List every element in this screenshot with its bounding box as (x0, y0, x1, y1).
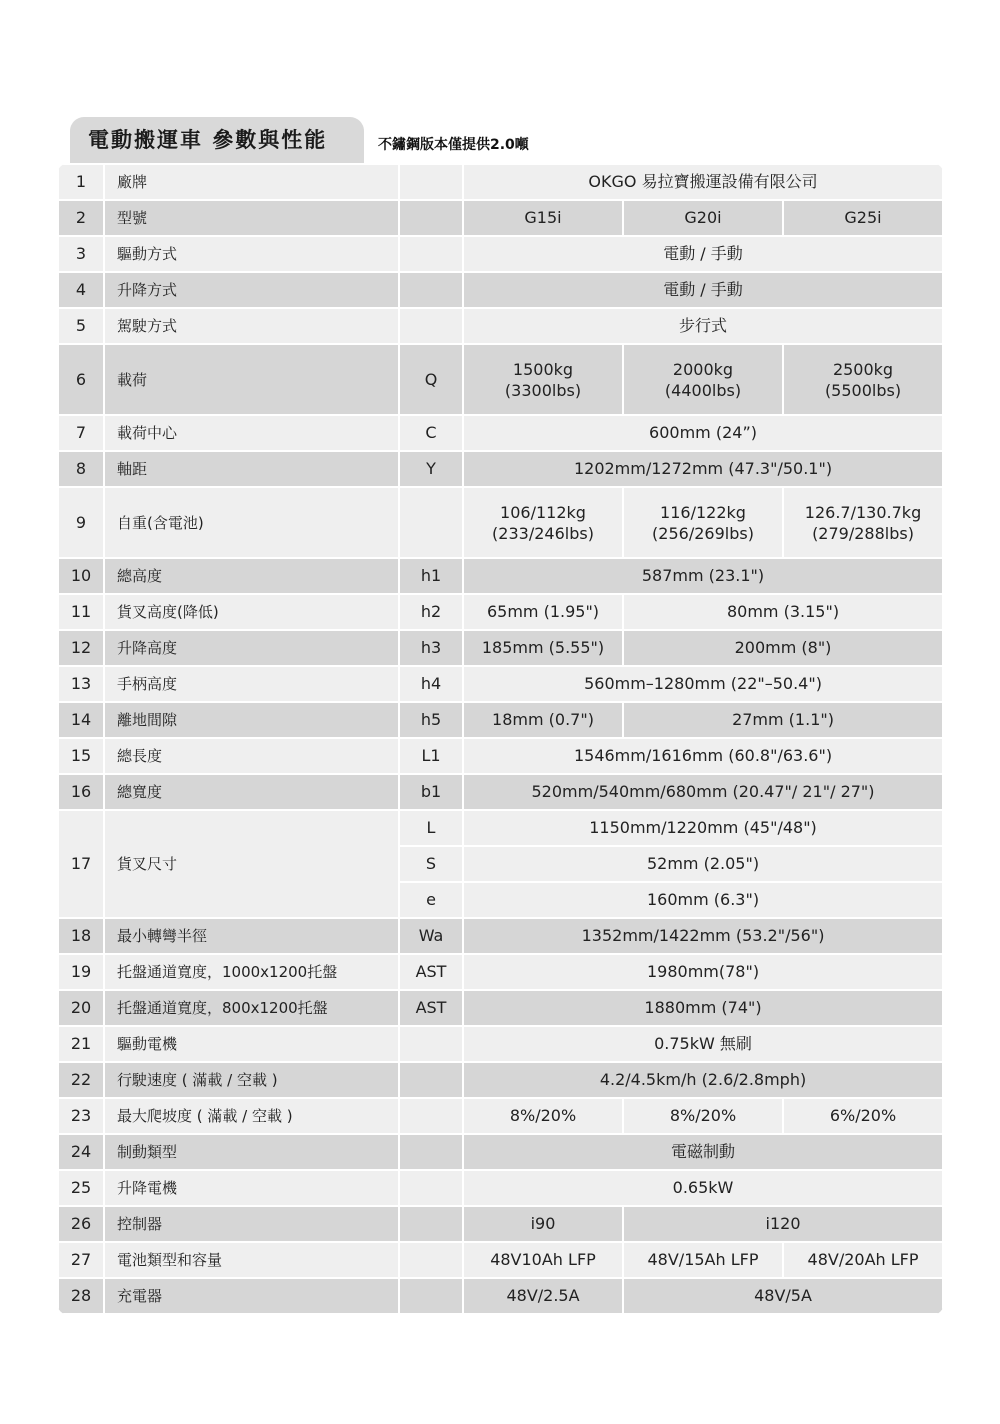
row-value-g20i: 48V/15Ah LFP (623, 1242, 783, 1278)
row-number: 27 (58, 1242, 104, 1278)
row-number: 22 (58, 1062, 104, 1098)
row-value: 520mm/540mm/680mm (20.47"/ 21"/ 27") (463, 774, 943, 810)
table-row (58, 272, 943, 308)
row-number: 13 (58, 666, 104, 702)
value-line: (3300lbs) (504, 380, 582, 400)
row-symbol: h5 (399, 702, 463, 738)
row-value-g15i: 48V10Ah LFP (463, 1242, 623, 1278)
row-value: 587mm (23.1") (463, 558, 943, 594)
row-label: 型號 (104, 200, 399, 236)
table-row (58, 236, 943, 272)
row-label: 制動類型 (104, 1134, 399, 1170)
row-number: 19 (58, 954, 104, 990)
row-symbol (399, 1062, 463, 1098)
row-number: 12 (58, 630, 104, 666)
row-symbol: e (399, 882, 463, 918)
row-symbol: AST (399, 954, 463, 990)
row-value: 電磁制動 (463, 1134, 943, 1170)
row-number: 9 (58, 487, 104, 558)
row-value: 600mm (24”) (463, 415, 943, 451)
row-value-g15i: i90 (463, 1206, 623, 1242)
row-label: 行駛速度 ( 滿載 / 空載 ) (104, 1062, 399, 1098)
row-symbol (399, 1026, 463, 1062)
row-symbol (399, 1170, 463, 1206)
table-row (58, 594, 943, 630)
row-number: 6 (58, 344, 104, 415)
row-value-g15i: 185mm (5.55") (463, 630, 623, 666)
row-number: 3 (58, 236, 104, 272)
row-symbol (399, 1206, 463, 1242)
row-label: 總長度 (104, 738, 399, 774)
row-label: 軸距 (104, 451, 399, 487)
row-number: 18 (58, 918, 104, 954)
row-symbol (399, 1098, 463, 1134)
table-row (58, 344, 943, 415)
row-number: 4 (58, 272, 104, 308)
row-label: 充電器 (104, 1278, 399, 1314)
row-number: 17 (58, 810, 104, 918)
row-value-g20i-g25i: i120 (623, 1206, 943, 1242)
row-symbol: Y (399, 451, 463, 487)
value-line: (4400lbs) (664, 380, 742, 400)
row-symbol (399, 487, 463, 558)
table-row (58, 1098, 943, 1134)
value-line: (279/288lbs) (812, 523, 914, 543)
row-label: 貨叉高度(降低) (104, 594, 399, 630)
row-value: 1880mm (74") (463, 990, 943, 1026)
row-symbol: L (399, 810, 463, 846)
row-value: 0.65kW (463, 1170, 943, 1206)
title-note: 不鏽鋼版本僅提供2.0噸 (378, 137, 529, 153)
row-number: 16 (58, 774, 104, 810)
table-row (58, 918, 943, 954)
row-label: 貨叉尺寸 (104, 810, 399, 918)
table-row (58, 666, 943, 702)
row-value-g25i (783, 344, 943, 415)
row-symbol (399, 1242, 463, 1278)
row-label: 總寬度 (104, 774, 399, 810)
row-symbol: Q (399, 344, 463, 415)
row-symbol: h2 (399, 594, 463, 630)
row-symbol: AST (399, 990, 463, 1026)
row-value-g25i: 6%/20% (783, 1098, 943, 1134)
row-number: 1 (58, 164, 104, 200)
value-line: 126.7/130.7kg (804, 502, 922, 522)
row-value-g15i: 18mm (0.7") (463, 702, 623, 738)
row-symbol (399, 1278, 463, 1314)
table-row (58, 774, 943, 810)
table-row (58, 990, 943, 1026)
row-value: 560mm–1280mm (22"–50.4") (463, 666, 943, 702)
row-value-g25i: G25i (783, 200, 943, 236)
row-value-g20i (623, 487, 783, 558)
table-row (58, 1134, 943, 1170)
table-row (58, 164, 943, 200)
row-label: 驅動電機 (104, 1026, 399, 1062)
table-row (58, 1062, 943, 1098)
row-symbol: Wa (399, 918, 463, 954)
row-value: 1150mm/1220mm (45"/48") (463, 810, 943, 846)
row-label: 托盤通道寬度，800x1200托盤 (104, 990, 399, 1026)
row-symbol (399, 1134, 463, 1170)
value-line: 116/122kg (660, 502, 746, 522)
row-value: 步行式 (463, 308, 943, 344)
row-number: 11 (58, 594, 104, 630)
row-value: OKGO 易拉寶搬運設備有限公司 (463, 164, 943, 200)
row-symbol (399, 236, 463, 272)
row-number: 15 (58, 738, 104, 774)
value-line: (233/246lbs) (492, 523, 594, 543)
row-value-g15i: 48V/2.5A (463, 1278, 623, 1314)
row-symbol: S (399, 846, 463, 882)
page-title: 電動搬運車 參數與性能 (70, 117, 364, 163)
table-row (58, 1170, 943, 1206)
row-value-g15i (463, 487, 623, 558)
row-number: 23 (58, 1098, 104, 1134)
table-row (58, 451, 943, 487)
row-number: 28 (58, 1278, 104, 1314)
row-label: 最大爬坡度 ( 滿載 / 空載 ) (104, 1098, 399, 1134)
table-row (58, 558, 943, 594)
row-label: 升降高度 (104, 630, 399, 666)
row-label: 離地間隙 (104, 702, 399, 738)
row-symbol: C (399, 415, 463, 451)
row-number: 14 (58, 702, 104, 738)
row-symbol (399, 308, 463, 344)
value-line: 2000kg (672, 359, 734, 379)
row-label: 手柄高度 (104, 666, 399, 702)
table-row (58, 487, 943, 558)
row-symbol (399, 200, 463, 236)
row-label: 升降方式 (104, 272, 399, 308)
row-value-g20i-g25i: 80mm (3.15") (623, 594, 943, 630)
row-value: 1546mm/1616mm (60.8"/63.6") (463, 738, 943, 774)
table-row (58, 954, 943, 990)
row-value-g20i: 8%/20% (623, 1098, 783, 1134)
row-value: 電動 / 手動 (463, 236, 943, 272)
table-row (58, 1206, 943, 1242)
row-number: 7 (58, 415, 104, 451)
row-symbol: h4 (399, 666, 463, 702)
row-label: 載荷中心 (104, 415, 399, 451)
row-value-g25i (783, 487, 943, 558)
row-symbol (399, 272, 463, 308)
row-value-g15i (463, 344, 623, 415)
table-row (58, 1278, 943, 1314)
value-line: 2500kg (832, 359, 894, 379)
row-value: 1352mm/1422mm (53.2"/56") (463, 918, 943, 954)
row-label: 駕駛方式 (104, 308, 399, 344)
table-row (58, 415, 943, 451)
table-row (58, 1242, 943, 1278)
row-value-g20i-g25i: 48V/5A (623, 1278, 943, 1314)
row-number: 24 (58, 1134, 104, 1170)
row-label: 電池類型和容量 (104, 1242, 399, 1278)
row-number: 20 (58, 990, 104, 1026)
row-value: 4.2/4.5km/h (2.6/2.8mph) (463, 1062, 943, 1098)
spec-table (57, 163, 944, 1315)
row-value-g25i: 48V/20Ah LFP (783, 1242, 943, 1278)
row-number: 26 (58, 1206, 104, 1242)
row-value: 52mm (2.05") (463, 846, 943, 882)
row-label: 升降電機 (104, 1170, 399, 1206)
row-label: 驅動方式 (104, 236, 399, 272)
row-symbol: b1 (399, 774, 463, 810)
row-symbol: h3 (399, 630, 463, 666)
row-value: 0.75kW 無刷 (463, 1026, 943, 1062)
row-label: 自重(含電池) (104, 487, 399, 558)
row-value: 電動 / 手動 (463, 272, 943, 308)
table-row (58, 702, 943, 738)
row-value-g15i: 65mm (1.95") (463, 594, 623, 630)
table-row (58, 308, 943, 344)
row-label: 托盤通道寬度，1000x1200托盤 (104, 954, 399, 990)
value-line: 1500kg (512, 359, 574, 379)
row-value: 1980mm(78") (463, 954, 943, 990)
row-label: 最小轉彎半徑 (104, 918, 399, 954)
table-row (58, 200, 943, 236)
row-number: 5 (58, 308, 104, 344)
row-number: 21 (58, 1026, 104, 1062)
row-value-g15i: G15i (463, 200, 623, 236)
row-value-g20i (623, 344, 783, 415)
row-label: 廠牌 (104, 164, 399, 200)
table-row (58, 810, 943, 846)
value-line: 106/112kg (500, 502, 586, 522)
row-symbol (399, 164, 463, 200)
row-value-g20i-g25i: 27mm (1.1") (623, 702, 943, 738)
table-row (58, 738, 943, 774)
row-value: 160mm (6.3") (463, 882, 943, 918)
value-line: (5500lbs) (824, 380, 902, 400)
row-label: 總高度 (104, 558, 399, 594)
row-label: 控制器 (104, 1206, 399, 1242)
row-value: 1202mm/1272mm (47.3"/50.1") (463, 451, 943, 487)
row-number: 10 (58, 558, 104, 594)
row-number: 25 (58, 1170, 104, 1206)
row-symbol: L1 (399, 738, 463, 774)
value-line: (256/269lbs) (652, 523, 754, 543)
row-number: 2 (58, 200, 104, 236)
row-value-g20i: G20i (623, 200, 783, 236)
row-symbol: h1 (399, 558, 463, 594)
table-row (58, 1026, 943, 1062)
row-number: 8 (58, 451, 104, 487)
row-label: 載荷 (104, 344, 399, 415)
row-value-g20i-g25i: 200mm (8") (623, 630, 943, 666)
row-value-g15i: 8%/20% (463, 1098, 623, 1134)
table-row (58, 630, 943, 666)
